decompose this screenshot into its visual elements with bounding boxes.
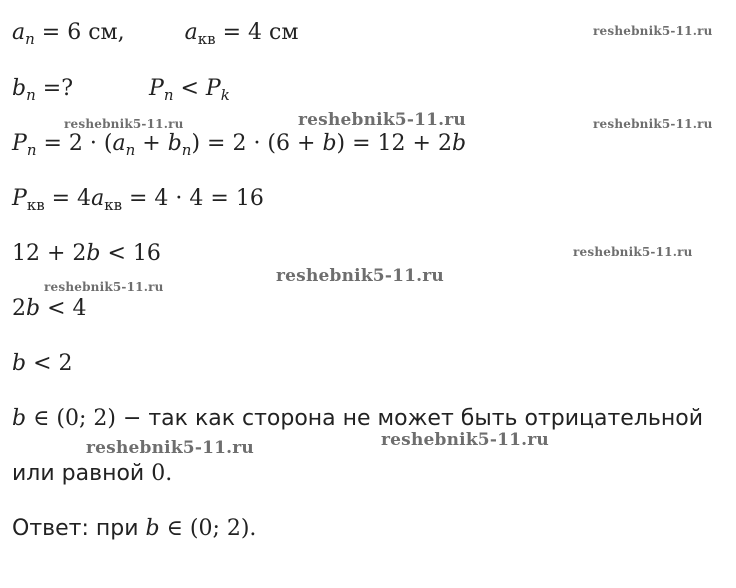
watermark: reshebnik5-11.ru — [86, 438, 254, 458]
var-a-square: a — [184, 20, 198, 45]
interval-explanation-cont: или равной 0. — [12, 461, 173, 486]
answer-line: Ответ: при b ∈ (0; 2). — [12, 516, 257, 541]
watermark: reshebnik5-11.ru — [64, 117, 184, 131]
interval-explanation: b ∈ (0; 2) − так как сторона не может быть отрицательной — [12, 406, 704, 431]
inequality-2: 2b < 4 — [12, 296, 87, 321]
watermark: reshebnik5-11.ru — [298, 110, 466, 130]
watermark: reshebnik5-11.ru — [593, 117, 713, 131]
given-line-2: $b_n$ =? $P_n < P_k$ — [12, 76, 230, 104]
perimeter-square-formula: $P_{кв} = 4a_{кв} = 4 \cdot 4 = 16$ — [12, 186, 264, 214]
watermark: reshebnik5-11.ru — [381, 430, 549, 450]
var-a: a — [12, 20, 26, 45]
inequality-3: b < 2 — [12, 351, 73, 376]
watermark: reshebnik5-11.ru — [44, 280, 164, 294]
watermark: reshebnik5-11.ru — [276, 266, 444, 286]
given-line-1: $a_n = 6$ см, $a_{кв} = 4$ см — [12, 20, 299, 48]
watermark: reshebnik5-11.ru — [573, 245, 693, 259]
inequality-1: 12 + 2b < 16 — [12, 241, 161, 266]
perimeter-rect-formula: $P_n = 2 \cdot (a_n + b_n) = 2 \cdot (6 + b) = 12 + 2b$ — [12, 131, 467, 159]
watermark: reshebnik5-11.ru — [593, 24, 713, 38]
